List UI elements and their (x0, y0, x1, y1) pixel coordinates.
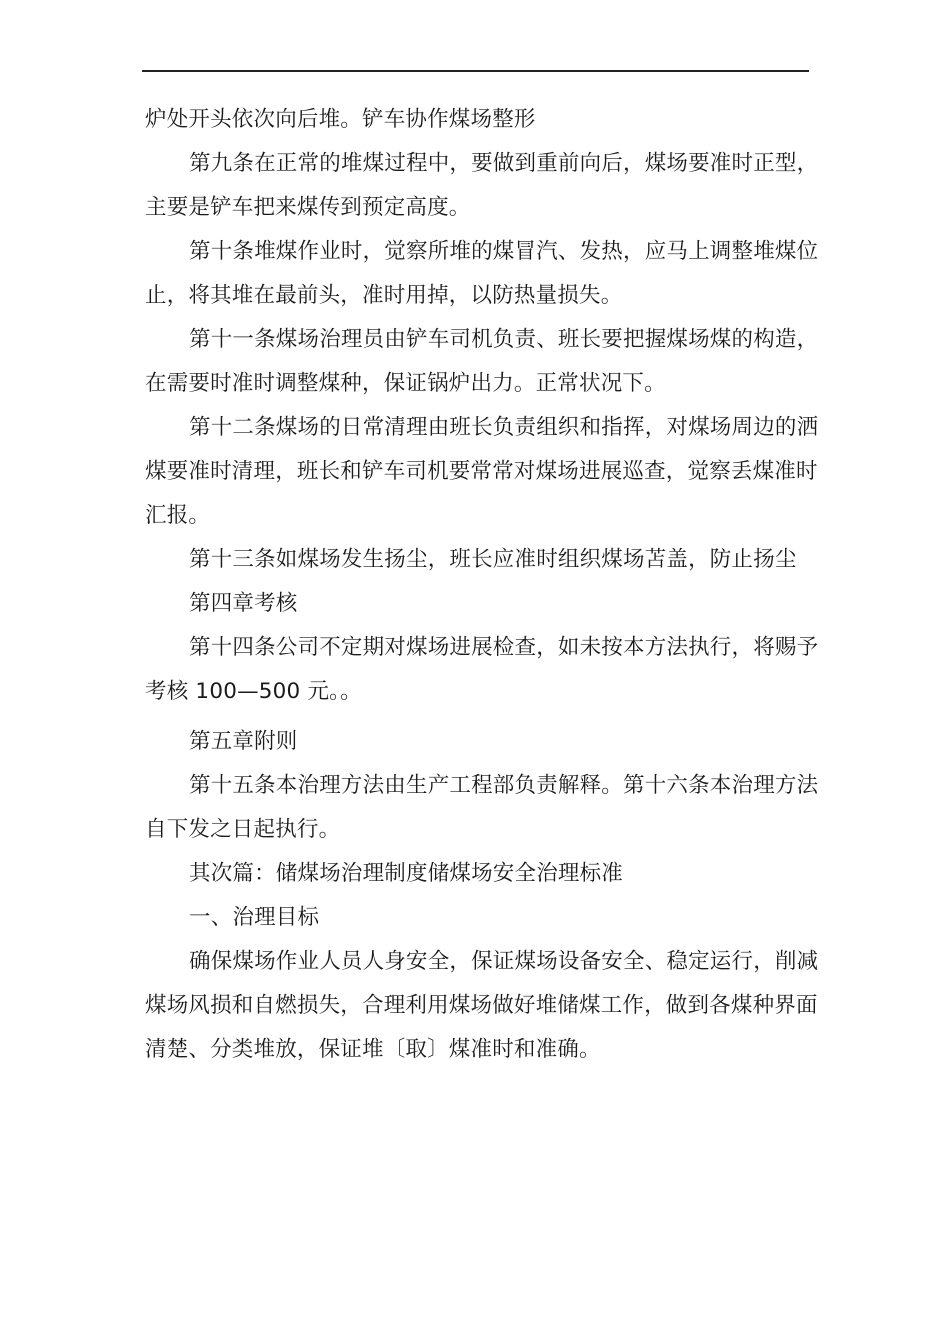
paragraph-article-12: 第十二条煤场的日常清理由班长负责组织和指挥，对煤场周边的洒煤要准时清理，班长和铲车司机要常常对煤场进展巡查，觉察丢煤准时汇报。 (145, 415, 819, 528)
paragraph-article-10: 第十条堆煤作业时，觉察所堆的煤冒汽、发热，应马上调整堆煤位止，将其堆在最前头，准时用掉，以防热量损失。 (145, 239, 819, 308)
section-heading-goal: 一、治理目标 (189, 905, 320, 930)
chapter-heading-5: 第五章附则 (189, 729, 298, 754)
paragraph-continuation: 炉处开头依次向后堆。铲车协作煤场整形 (145, 107, 536, 132)
paragraph-goal-body: 确保煤场作业人员人身安全，保证煤场设备安全、稳定运行，削减煤场风损和自燃损失，合理利用煤场做好堆储煤工作，做到各煤种界面清楚、分类堆放，保证堆〔取〕煤准时和准确。 (145, 949, 819, 1062)
section-heading-part-2: 其次篇：储煤场治理制度储煤场安全治理标准 (189, 861, 624, 886)
header-rule (142, 70, 809, 72)
document-body (145, 98, 820, 1072)
paragraph-article-14: 第十四条公司不定期对煤场进展检查，如未按本方法执行，将赐予考核 100—500 元。。 (145, 635, 819, 704)
paragraph-article-9: 第九条在正常的堆煤过程中，要做到重前向后，煤场要准时正型，主要是铲车把来煤传到预定高度。 (145, 151, 819, 220)
chapter-heading-4: 第四章考核 (189, 591, 298, 616)
paragraph-article-13: 第十三条如煤场发生扬尘，班长应准时组织煤场苫盖，防止扬尘 (189, 547, 797, 572)
paragraph-article-15-16: 第十五条本治理方法由生产工程部负责解释。第十六条本治理方法自下发之日起执行。 (145, 773, 819, 842)
paragraph-article-11: 第十一条煤场治理员由铲车司机负责、班长要把握煤场煤的构造，在需要时准时调整煤种，保证锅炉出力。正常状况下。 (145, 327, 819, 396)
